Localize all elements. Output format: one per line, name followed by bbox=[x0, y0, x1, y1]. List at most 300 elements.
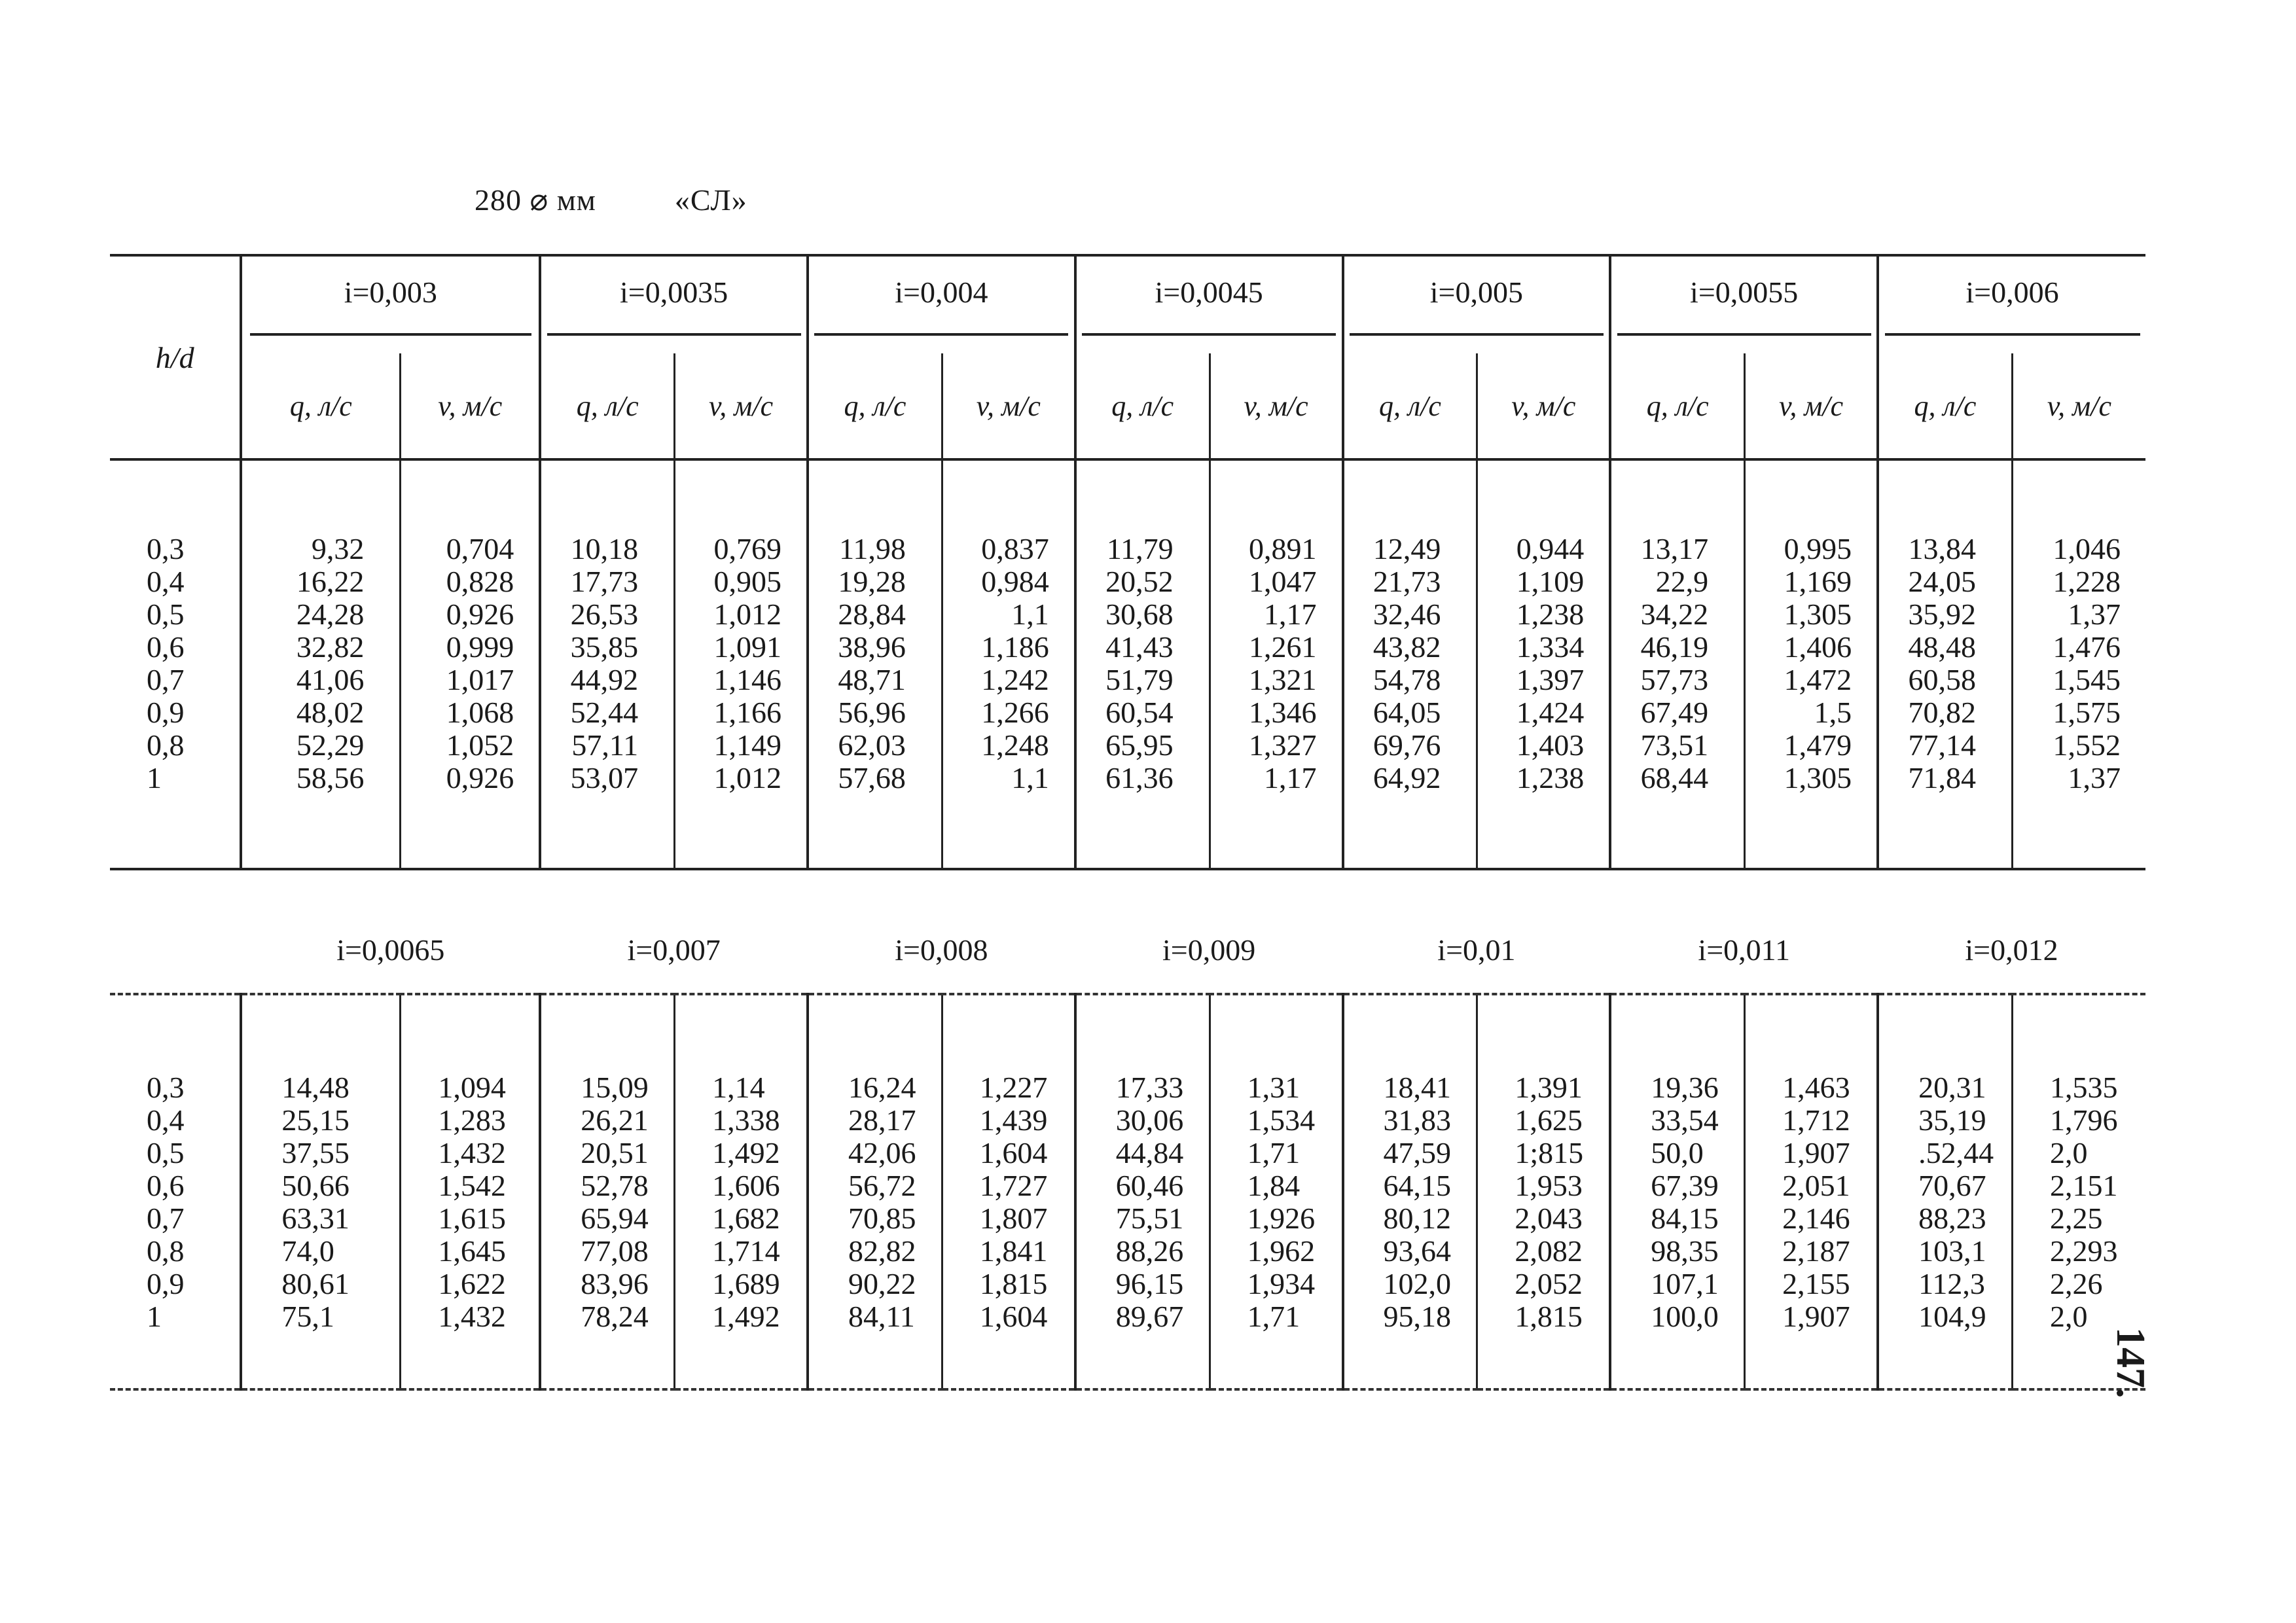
velocity-column bbox=[1745, 459, 1878, 869]
slope-header: i=0,011 bbox=[1610, 906, 1878, 994]
flow-unit-header: q, л/с bbox=[1343, 353, 1477, 459]
velocity-column bbox=[942, 459, 1075, 869]
table-cell: 1,1 bbox=[1011, 761, 1049, 794]
table-cell: 1,052 bbox=[446, 728, 514, 762]
table-cell: 1,012 bbox=[713, 597, 781, 631]
flow-column bbox=[808, 459, 942, 869]
table-cell: 33,54 bbox=[1651, 1103, 1719, 1137]
slope-label: i=0,0035 bbox=[547, 275, 801, 336]
slope-header bbox=[1343, 255, 1611, 353]
table-cell: 63,31 bbox=[281, 1202, 350, 1235]
table-cell: 12,49 bbox=[1372, 532, 1441, 565]
velocity-unit-header: v, м/с bbox=[942, 353, 1075, 459]
table-cell: 89,67 bbox=[1115, 1300, 1184, 1333]
table-cell: 9,32 bbox=[311, 532, 365, 565]
table-cell: 88,26 bbox=[1115, 1234, 1184, 1268]
table-cell: 1,424 bbox=[1516, 696, 1585, 729]
table-cell: 1,604 bbox=[979, 1300, 1048, 1333]
table-cell: 1,248 bbox=[981, 728, 1049, 762]
table-cell: 82,82 bbox=[848, 1234, 916, 1268]
table-cell: 1,228 bbox=[2053, 565, 2121, 598]
table-cell: 0,8 bbox=[147, 728, 185, 762]
slope-header: i=0,009 bbox=[1075, 906, 1343, 994]
table-cell: 50,66 bbox=[281, 1169, 350, 1202]
table-cell: 75,1 bbox=[281, 1300, 334, 1333]
table-cell: 1,796 bbox=[2049, 1103, 2118, 1137]
table-cell: 1,068 bbox=[446, 696, 514, 729]
table-cell: 77,08 bbox=[581, 1234, 649, 1268]
table-cell: 0,6 bbox=[147, 1169, 185, 1202]
table-cell: 78,24 bbox=[581, 1300, 649, 1333]
slope-header-row bbox=[110, 255, 2145, 353]
table-cell: 0,6 bbox=[147, 630, 185, 664]
table-cell: 1,327 bbox=[1249, 728, 1317, 762]
table-cell: 80,61 bbox=[281, 1267, 350, 1300]
table-cell: 42,06 bbox=[848, 1136, 916, 1169]
table-cell: 48,48 bbox=[1908, 630, 1976, 664]
table-cell: 1;815 bbox=[1515, 1136, 1584, 1169]
table-cell: 1,492 bbox=[712, 1300, 780, 1333]
table-cell: 0,704 bbox=[446, 532, 514, 565]
table-cell: 62,03 bbox=[838, 728, 906, 762]
table-cell: 1,934 bbox=[1247, 1267, 1316, 1300]
velocity-column bbox=[2012, 459, 2145, 869]
table-cell: 44,92 bbox=[570, 663, 639, 696]
table-cell: 84,11 bbox=[848, 1300, 915, 1333]
table-cell: 25,15 bbox=[281, 1103, 350, 1137]
slope-header: i=0,01 bbox=[1343, 906, 1611, 994]
table-cell: 1,439 bbox=[979, 1103, 1048, 1137]
table-cell: 1,146 bbox=[713, 663, 781, 696]
table-cell: 0,5 bbox=[147, 597, 185, 631]
flow-unit-header: q, л/с bbox=[1878, 353, 2012, 459]
table-cell: 1,84 bbox=[1247, 1169, 1300, 1202]
table-cell: 67,39 bbox=[1651, 1169, 1719, 1202]
table-cell: 112,3 bbox=[1918, 1267, 1985, 1300]
table-cell: 48,02 bbox=[296, 696, 365, 729]
flow-column bbox=[241, 994, 400, 1389]
flow-table-1 bbox=[110, 254, 2145, 870]
table-cell: 17,73 bbox=[570, 565, 639, 598]
table-cell: 52,78 bbox=[581, 1169, 649, 1202]
table-cell: 1,149 bbox=[713, 728, 781, 762]
table-cell: 2,082 bbox=[1515, 1234, 1583, 1268]
table-cell: 13,17 bbox=[1640, 532, 1709, 565]
table-cell: 54,78 bbox=[1372, 663, 1441, 696]
velocity-column bbox=[942, 994, 1075, 1389]
table-cell: 1,17 bbox=[1264, 761, 1317, 794]
table-cell: 1,109 bbox=[1516, 565, 1585, 598]
slope-label: i=0,003 bbox=[250, 275, 531, 336]
table-cell: 70,85 bbox=[848, 1202, 916, 1235]
table-cell: 32,82 bbox=[296, 630, 365, 664]
table-cell: 67,49 bbox=[1640, 696, 1709, 729]
flow-column bbox=[1878, 994, 2012, 1389]
flow-column bbox=[241, 459, 400, 869]
h-d-header-blank bbox=[110, 906, 241, 994]
flow-unit-header: q, л/с bbox=[1075, 353, 1210, 459]
table-cell: 43,82 bbox=[1372, 630, 1441, 664]
table-cell: 1,305 bbox=[1784, 597, 1852, 631]
table-cell: 1,14 bbox=[712, 1071, 765, 1104]
table-cell: 1,5 bbox=[1814, 696, 1852, 729]
table-cell: 1,283 bbox=[438, 1103, 506, 1137]
table-cell: 1,432 bbox=[438, 1300, 506, 1333]
table-cell: 17,33 bbox=[1115, 1071, 1184, 1104]
table-cell: 1,31 bbox=[1247, 1071, 1300, 1104]
slope-header bbox=[1878, 255, 2145, 353]
table-cell: 46,19 bbox=[1640, 630, 1709, 664]
table-cell: 0,9 bbox=[147, 696, 185, 729]
table-cell: 1,321 bbox=[1249, 663, 1317, 696]
table-cell: 64,15 bbox=[1383, 1169, 1452, 1202]
table-cell: 1,953 bbox=[1515, 1169, 1583, 1202]
table-caption bbox=[475, 182, 747, 217]
table-cell: 1,552 bbox=[2053, 728, 2121, 762]
table-cell: 65,95 bbox=[1105, 728, 1174, 762]
table-cell: 52,44 bbox=[570, 696, 639, 729]
table-cell: 1,047 bbox=[1249, 565, 1317, 598]
table-cell: 21,73 bbox=[1372, 565, 1441, 598]
flow-column bbox=[1343, 459, 1477, 869]
velocity-unit-header: v, м/с bbox=[675, 353, 808, 459]
slope-label: i=0,004 bbox=[814, 275, 1068, 336]
flow-column bbox=[1610, 459, 1744, 869]
slope-header bbox=[808, 255, 1075, 353]
table-cell: 0,999 bbox=[446, 630, 514, 664]
table-cell: 1,535 bbox=[2049, 1071, 2118, 1104]
slope-header-row bbox=[110, 906, 2145, 994]
table-cell: 1,338 bbox=[712, 1103, 780, 1137]
table-cell: 1,841 bbox=[979, 1234, 1048, 1268]
table-cell: 20,51 bbox=[581, 1136, 649, 1169]
table-cell: 2,0 bbox=[2049, 1136, 2088, 1169]
flow-column bbox=[540, 994, 674, 1389]
table-cell: 2,187 bbox=[1782, 1234, 1850, 1268]
flow-column bbox=[1075, 994, 1210, 1389]
table-cell: 34,22 bbox=[1640, 597, 1709, 631]
pipe-diameter: 280 ⌀ мм bbox=[475, 183, 596, 217]
table-cell: 38,96 bbox=[838, 630, 906, 664]
table-cell: 41,43 bbox=[1105, 630, 1174, 664]
h-d-column bbox=[110, 994, 241, 1389]
table-cell: 83,96 bbox=[581, 1267, 649, 1300]
table-cell: 1,37 bbox=[2068, 761, 2121, 794]
table-cell: 65,94 bbox=[581, 1202, 649, 1235]
table-cell: 1,622 bbox=[438, 1267, 506, 1300]
pipe-series: «СЛ» bbox=[674, 183, 747, 217]
table-cell: 69,76 bbox=[1372, 728, 1441, 762]
table-cell: 70,82 bbox=[1908, 696, 1976, 729]
table-cell: 1,397 bbox=[1516, 663, 1585, 696]
table-cell: 0,7 bbox=[147, 663, 185, 696]
velocity-column bbox=[401, 459, 540, 869]
table-cell: 0,995 bbox=[1784, 532, 1852, 565]
table-cell: 1,305 bbox=[1784, 761, 1852, 794]
table-cell: 0,926 bbox=[446, 597, 514, 631]
table-cell: 68,44 bbox=[1640, 761, 1709, 794]
table-cell: 70,67 bbox=[1918, 1169, 1986, 1202]
table-cell: 26,53 bbox=[570, 597, 639, 631]
velocity-column bbox=[1745, 994, 1878, 1389]
table-cell: 0,9 bbox=[147, 1267, 185, 1300]
table-cell: 24,28 bbox=[296, 597, 365, 631]
table-cell: 1,645 bbox=[438, 1234, 506, 1268]
table-cell: 1,186 bbox=[981, 630, 1049, 664]
table-cell: 1,712 bbox=[1782, 1103, 1850, 1137]
table-cell: 16,24 bbox=[848, 1071, 916, 1104]
table-cell: 11,98 bbox=[839, 532, 906, 565]
table-cell: 11,79 bbox=[1106, 532, 1174, 565]
table-cell: 95,18 bbox=[1383, 1300, 1452, 1333]
table-cell: 52,29 bbox=[296, 728, 365, 762]
slope-header bbox=[241, 255, 540, 353]
table-cell: 90,22 bbox=[848, 1267, 916, 1300]
table-cell: 24,05 bbox=[1908, 565, 1976, 598]
table-cell: .52,44 bbox=[1918, 1136, 1994, 1169]
table-cell: 31,83 bbox=[1383, 1103, 1452, 1137]
velocity-unit-header: v, м/с bbox=[2012, 353, 2145, 459]
table-cell: 1,391 bbox=[1515, 1071, 1583, 1104]
table-cell: 1,091 bbox=[713, 630, 781, 664]
table-cell: 1,545 bbox=[2053, 663, 2121, 696]
table-cell: 2,26 bbox=[2049, 1267, 2103, 1300]
table-cell: 1,012 bbox=[713, 761, 781, 794]
table-cell: 13,84 bbox=[1908, 532, 1976, 565]
table-cell: 75,51 bbox=[1115, 1202, 1184, 1235]
unit-header-row bbox=[110, 353, 2145, 459]
table-cell: 74,0 bbox=[281, 1234, 334, 1268]
slope-header: i=0,008 bbox=[808, 906, 1075, 994]
table-cell: 19,28 bbox=[838, 565, 906, 598]
table-cell: 64,92 bbox=[1372, 761, 1441, 794]
table-cell: 77,14 bbox=[1908, 728, 1976, 762]
table-cell: 37,55 bbox=[281, 1136, 350, 1169]
table-cell: 1,166 bbox=[713, 696, 781, 729]
slope-label: i=0,0055 bbox=[1617, 275, 1871, 336]
table-cell: 20,52 bbox=[1105, 565, 1174, 598]
slope-header: i=0,0065 bbox=[241, 906, 540, 994]
velocity-column bbox=[1477, 994, 1610, 1389]
table-cell: 19,36 bbox=[1651, 1071, 1719, 1104]
table-cell: 1,815 bbox=[1515, 1300, 1583, 1333]
table-cell: 1,689 bbox=[712, 1267, 780, 1300]
table-cell: 56,72 bbox=[848, 1169, 916, 1202]
table-cell: 30,06 bbox=[1115, 1103, 1184, 1137]
table-cell: 1,261 bbox=[1249, 630, 1317, 664]
slope-label: i=0,0045 bbox=[1082, 275, 1336, 336]
table-cell: 1,242 bbox=[981, 663, 1049, 696]
flow-unit-header: q, л/с bbox=[808, 353, 942, 459]
table-cell: 47,59 bbox=[1383, 1136, 1452, 1169]
table-cell: 71,84 bbox=[1908, 761, 1976, 794]
table-cell: 1,406 bbox=[1784, 630, 1852, 664]
flow-column bbox=[1075, 459, 1210, 869]
table-cell: 98,35 bbox=[1651, 1234, 1719, 1268]
table-cell: 104,9 bbox=[1918, 1300, 1986, 1333]
velocity-column bbox=[1210, 459, 1342, 869]
table-cell: 2,051 bbox=[1782, 1169, 1850, 1202]
table-cell: 50,0 bbox=[1651, 1136, 1704, 1169]
table-cell: 60,46 bbox=[1115, 1169, 1184, 1202]
table-cell: 58,56 bbox=[296, 761, 365, 794]
table-cell: 103,1 bbox=[1918, 1234, 1986, 1268]
table-cell: 1,1 bbox=[1011, 597, 1049, 631]
table-cell: 57,68 bbox=[838, 761, 906, 794]
table-cell: 15,09 bbox=[581, 1071, 649, 1104]
table-cell: 2,0 bbox=[2049, 1300, 2088, 1333]
table-cell: 1,815 bbox=[979, 1267, 1048, 1300]
table-cell: 20,31 bbox=[1918, 1071, 1986, 1104]
table-cell: 1,476 bbox=[2053, 630, 2121, 664]
h-d-column bbox=[110, 459, 241, 869]
slope-header bbox=[540, 255, 808, 353]
table-cell: 1,962 bbox=[1247, 1234, 1316, 1268]
table-cell: 1,346 bbox=[1249, 696, 1317, 729]
table-cell: 1,37 bbox=[2068, 597, 2121, 631]
slope-header: i=0,012 bbox=[1878, 906, 2145, 994]
table-cell: 0,769 bbox=[713, 532, 781, 565]
page-number: 147. bbox=[2108, 1327, 2153, 1399]
table-cell: 28,84 bbox=[838, 597, 906, 631]
table-cell: 0,3 bbox=[147, 1071, 185, 1104]
table-cell: 0,891 bbox=[1249, 532, 1317, 565]
table-cell: 1 bbox=[147, 1300, 162, 1333]
table-cell: 88,23 bbox=[1918, 1202, 1986, 1235]
table-cell: 2,052 bbox=[1515, 1267, 1583, 1300]
slope-label: i=0,006 bbox=[1885, 275, 2140, 336]
table-cell: 1,606 bbox=[712, 1169, 780, 1202]
table-cell: 1,238 bbox=[1516, 597, 1585, 631]
slope-label: i=0,005 bbox=[1350, 275, 1604, 336]
velocity-unit-header: v, м/с bbox=[1210, 353, 1342, 459]
table-cell: 16,22 bbox=[296, 565, 365, 598]
table-cell: 64,05 bbox=[1372, 696, 1441, 729]
table-cell: 93,64 bbox=[1383, 1234, 1452, 1268]
table-cell: 32,46 bbox=[1372, 597, 1441, 631]
table-cell: 1,71 bbox=[1247, 1136, 1300, 1169]
table-cell: 1,604 bbox=[979, 1136, 1048, 1169]
slope-header bbox=[1075, 255, 1343, 353]
table-cell: 1,907 bbox=[1782, 1136, 1850, 1169]
flow-column bbox=[1343, 994, 1477, 1389]
table-cell: 1,542 bbox=[438, 1169, 506, 1202]
table-cell: 0,8 bbox=[147, 1234, 185, 1268]
table-cell: 1,227 bbox=[979, 1071, 1048, 1104]
table-cell: 1,682 bbox=[712, 1202, 780, 1235]
table-cell: 1,615 bbox=[438, 1202, 506, 1235]
table-cell: 2,146 bbox=[1782, 1202, 1850, 1235]
table-cell: 1,907 bbox=[1782, 1300, 1850, 1333]
flow-unit-header: q, л/с bbox=[1610, 353, 1744, 459]
table-cell: 0,7 bbox=[147, 1202, 185, 1235]
table-cell: 0,4 bbox=[147, 1103, 185, 1137]
table-cell: 1,463 bbox=[1782, 1071, 1850, 1104]
velocity-column bbox=[675, 459, 808, 869]
table-cell: 0,3 bbox=[147, 532, 185, 565]
h-d-header: h/d bbox=[110, 255, 241, 459]
flow-column bbox=[808, 994, 942, 1389]
table-cell: 0,905 bbox=[713, 565, 781, 598]
table-cell: 1,094 bbox=[438, 1071, 506, 1104]
flow-unit-header: q, л/с bbox=[241, 353, 400, 459]
table-cell: 2,043 bbox=[1515, 1202, 1583, 1235]
table-cell: 1,575 bbox=[2053, 696, 2121, 729]
table-cell: 1,479 bbox=[1784, 728, 1852, 762]
table-cell: 28,17 bbox=[848, 1103, 916, 1137]
table-cell: 2,151 bbox=[2049, 1169, 2118, 1202]
velocity-unit-header: v, м/с bbox=[1745, 353, 1878, 459]
table-cell: 35,92 bbox=[1908, 597, 1976, 631]
table-cell: 84,15 bbox=[1651, 1202, 1719, 1235]
table-cell: 60,58 bbox=[1908, 663, 1976, 696]
table-cell: 48,71 bbox=[838, 663, 906, 696]
table-cell: 26,21 bbox=[581, 1103, 649, 1137]
table-cell: 0,926 bbox=[446, 761, 514, 794]
table-cell: 1,017 bbox=[446, 663, 514, 696]
table-cell: 1,71 bbox=[1247, 1300, 1300, 1333]
table-cell: 44,84 bbox=[1115, 1136, 1184, 1169]
table-cell: 0,837 bbox=[981, 532, 1049, 565]
table-cell: 18,41 bbox=[1383, 1071, 1452, 1104]
table-cell: 0,944 bbox=[1516, 532, 1585, 565]
table-cell: 0,5 bbox=[147, 1136, 185, 1169]
table-cell: 1,432 bbox=[438, 1136, 506, 1169]
data-row bbox=[110, 459, 2145, 869]
table-cell: 107,1 bbox=[1651, 1267, 1719, 1300]
table-cell: 56,96 bbox=[838, 696, 906, 729]
table-cell: 14,48 bbox=[281, 1071, 350, 1104]
table-cell: 2,155 bbox=[1782, 1267, 1850, 1300]
table-cell: 80,12 bbox=[1383, 1202, 1452, 1235]
table-cell: 41,06 bbox=[296, 663, 365, 696]
table-cell: 100,0 bbox=[1651, 1300, 1719, 1333]
velocity-column bbox=[1210, 994, 1342, 1389]
table-cell: 1,266 bbox=[981, 696, 1049, 729]
table-cell: 1,169 bbox=[1784, 565, 1852, 598]
table-cell: 0,984 bbox=[981, 565, 1049, 598]
table-cell: 1 bbox=[147, 761, 162, 794]
table-cell: 2,293 bbox=[2049, 1234, 2118, 1268]
table-cell: 10,18 bbox=[570, 532, 639, 565]
table-cell: 22,9 bbox=[1655, 565, 1709, 598]
table-cell: 30,68 bbox=[1105, 597, 1174, 631]
table-cell: 1,492 bbox=[712, 1136, 780, 1169]
table-cell: 0,828 bbox=[446, 565, 514, 598]
flow-table-2 bbox=[110, 906, 2145, 1391]
flow-column bbox=[1610, 994, 1744, 1389]
table-cell: 35,85 bbox=[570, 630, 639, 664]
velocity-column bbox=[401, 994, 540, 1389]
table-cell: 0,4 bbox=[147, 565, 185, 598]
table-cell: 61,36 bbox=[1105, 761, 1174, 794]
table-cell: 57,73 bbox=[1640, 663, 1709, 696]
flow-unit-header: q, л/с bbox=[540, 353, 674, 459]
table-cell: 35,19 bbox=[1918, 1103, 1986, 1137]
table-cell: 1,625 bbox=[1515, 1103, 1583, 1137]
velocity-unit-header: v, м/с bbox=[1477, 353, 1610, 459]
table-cell: 1,17 bbox=[1264, 597, 1317, 631]
data-row bbox=[110, 994, 2145, 1389]
table-cell: 1,334 bbox=[1516, 630, 1585, 664]
table-cell: 1,727 bbox=[979, 1169, 1048, 1202]
table-cell: 1,534 bbox=[1247, 1103, 1316, 1137]
table-cell: 1,926 bbox=[1247, 1202, 1316, 1235]
table-cell: 73,51 bbox=[1640, 728, 1709, 762]
flow-column bbox=[540, 459, 674, 869]
velocity-column bbox=[1477, 459, 1610, 869]
table-cell: 51,79 bbox=[1105, 663, 1174, 696]
